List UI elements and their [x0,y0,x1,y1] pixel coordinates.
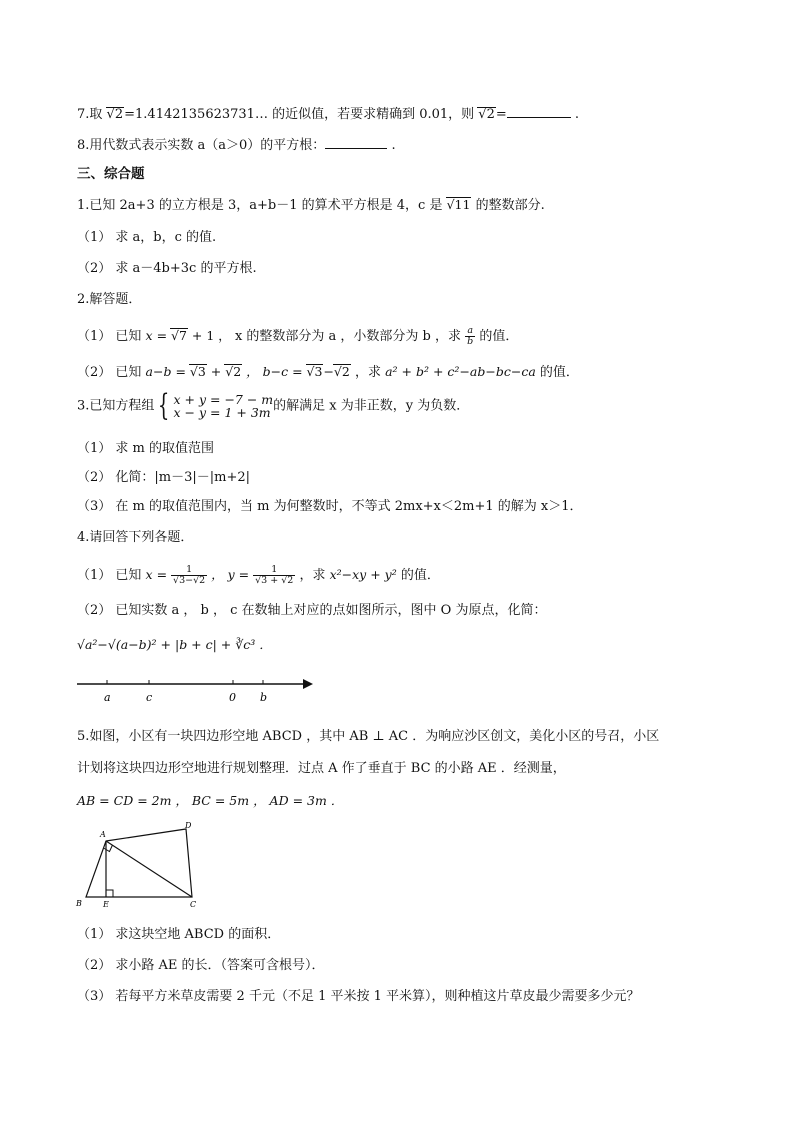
q7-suffix: . [570,107,580,122]
sqrt-3-a: √3 [189,364,206,379]
y-num: 1 [253,565,295,576]
arrow-right-icon [303,679,313,689]
fraction-y [253,565,295,586]
sqrt-sign-p1: √11 [446,197,471,212]
axis-label-a: a [104,691,111,704]
q7-radicand-2: 2 [486,107,495,122]
q7-eq: = [495,107,507,122]
p2-mid: ， b−c = [242,364,307,379]
p4-s1-b: ，求 [295,568,330,583]
p2-s1-plus: + 1 ， [187,328,231,343]
eq-2: x − y = 1 + 3m [173,405,271,420]
sqrt-sign-p2: √7 [171,328,187,343]
frac-num: a [465,326,475,337]
x-den: √3−√2 [173,575,206,586]
p2-s2-c: 的值． [535,365,579,380]
p1-radicand: 11 [454,197,471,212]
problem-5-sub-2: （2） 求小路 AE 的长．（答案可含根号）． [77,958,325,973]
problem-4-sub-1 [77,565,440,586]
vertex-label-d: D [185,821,192,830]
sqrt-sign: √2 [106,107,124,122]
p1-stem-a: 1.已知 2a+3 的立方根是 3，a+b－1 的算术平方根是 4，c 是 [77,198,447,213]
q7-prefix: 7.取 [77,107,107,122]
axis-label-0: 0 [229,691,236,704]
vertex-label-b: B [76,899,82,908]
p2-r2: 2 [233,364,242,379]
q8-suffix: . [387,138,396,153]
problem-4-sub-2: （2） 已知实数 a ， b ， c 在数轴上对应的点如图所示，图中 O 为原点，化简： [77,603,547,618]
problem-1-stem [77,197,545,215]
problem-4-formula: √a²−√(a−b)² + |b + c| + ∛c³ ． [77,637,272,652]
axis-label-b: b [260,691,268,704]
problem-5-sub-3: （3） 若每平方米草皮需要 2 千元（不足 1 平米按 1 平米算），则种植这片草皮最少需要多少元？ [77,989,640,1004]
p2-s1-x: x [145,328,153,343]
p4-s1-c: 的值． [396,568,440,583]
problem-3-sub-2: （2） 化简：|m－3|－|m+2| [77,470,251,485]
p3-stem-a: 3.已知方程组 [77,398,155,414]
eq-1: x + y = −7 − m [173,392,274,407]
p2-s1-b: x 的整数部分为 a ，小数部分为 b ，求 [230,329,466,344]
sqrt-3-b: √3 [306,364,323,379]
p2-r4: 2 [341,364,350,379]
p2-r3: 3 [314,364,323,379]
p3-stem-b: 的解满足 x 为非正数，y 为负数． [273,398,470,414]
p2-expr: a² + b² + c²−ab−bc−ca [385,364,536,379]
p2-radicand: 7 [179,328,187,343]
problem-1-sub-2: （2） 求 a－4b+3c 的平方根. [77,261,257,276]
problem-3-sub-1: （1） 求 m 的取值范围 [77,441,214,456]
question-7 [77,104,579,124]
p4-s1-a: （1） 已知 [77,568,146,583]
brace-icon: { [158,388,170,423]
problem-5-line-3: AB = CD = 2m ， BC = 5m ， AD = 3m ． [77,793,344,808]
problem-3-stem [77,388,470,423]
problem-1-sub-1: （1） 求 a，b，c 的值. [77,230,217,245]
p2-s1-c: 的值． [475,329,519,344]
quadrilateral-figure [74,820,204,912]
p2-r1: 3 [197,364,206,379]
problem-2-sub-2 [77,363,579,382]
problem-2-sub-1 [77,326,518,347]
answer-blank-q8[interactable] [325,135,387,149]
sqrt-2-b: √2 [333,364,350,379]
fraction-x [171,565,207,586]
answer-blank-q7[interactable] [507,104,571,118]
problem-4-stem: 4.请回答下列各题． [77,530,194,545]
p1-stem-b: 的整数部分. [471,198,545,213]
p2-s1-a: （1） 已知 [77,329,146,344]
q7-radicand: 2 [114,107,124,122]
sqrt-2-a: √2 [225,364,242,379]
p2-s2-a: （2） 已知 [77,365,146,380]
p4-y: ， y = [207,567,254,582]
x-num: 1 [171,565,207,576]
vertex-label-a: A [100,830,106,839]
q8-text: 8.用代数式表示实数 a（a＞0）的平方根： [77,138,326,153]
problem-3-sub-3: （3） 在 m 的取值范围内，当 m 为何整数时，不等式 2mx+x＜2m+1 的解为 x＞1． [77,499,583,514]
section-heading: 三、综合题 [77,166,145,182]
axis-label-c: c [146,691,153,704]
problem-5-sub-1: （1） 求这块空地 ABCD 的面积． [77,927,281,942]
vertex-label-e: E [103,900,109,909]
p4-x: x = [145,567,172,582]
sqrt-sign-2: √2 [478,107,495,122]
problem-5-line-1: 5.如图，小区有一块四边形空地 ABCD ，其中 AB ⊥ AC ．为响应沙区创文，美化小区的号召，小区 [77,729,660,744]
q7-mid: =1.4142135623731… 的近似值，若要求精确到 0.01，则 [124,107,479,122]
frac-den: b [467,336,474,347]
vertex-label-c: C [190,900,197,909]
question-8 [77,135,396,155]
p2-plus: + [206,364,226,379]
p2-s2-b: ，求 [350,365,386,380]
y-den: √3 + √2 [255,575,294,586]
fraction-a-over-b [465,326,475,347]
p2-s1-eq: = [152,328,172,343]
number-line [77,672,317,708]
p2-s2-lhs: a−b = [145,364,190,379]
problem-2-stem: 2.解答题． [77,292,142,307]
p2-minus: − [323,364,334,379]
problem-5-line-2: 计划将这块四边形空地进行规划整理．过点 A 作了垂直于 BC 的小路 AE ．经测量， [77,761,566,776]
equation-system [174,393,274,419]
p4-expr: x²−xy + y² [329,567,397,582]
